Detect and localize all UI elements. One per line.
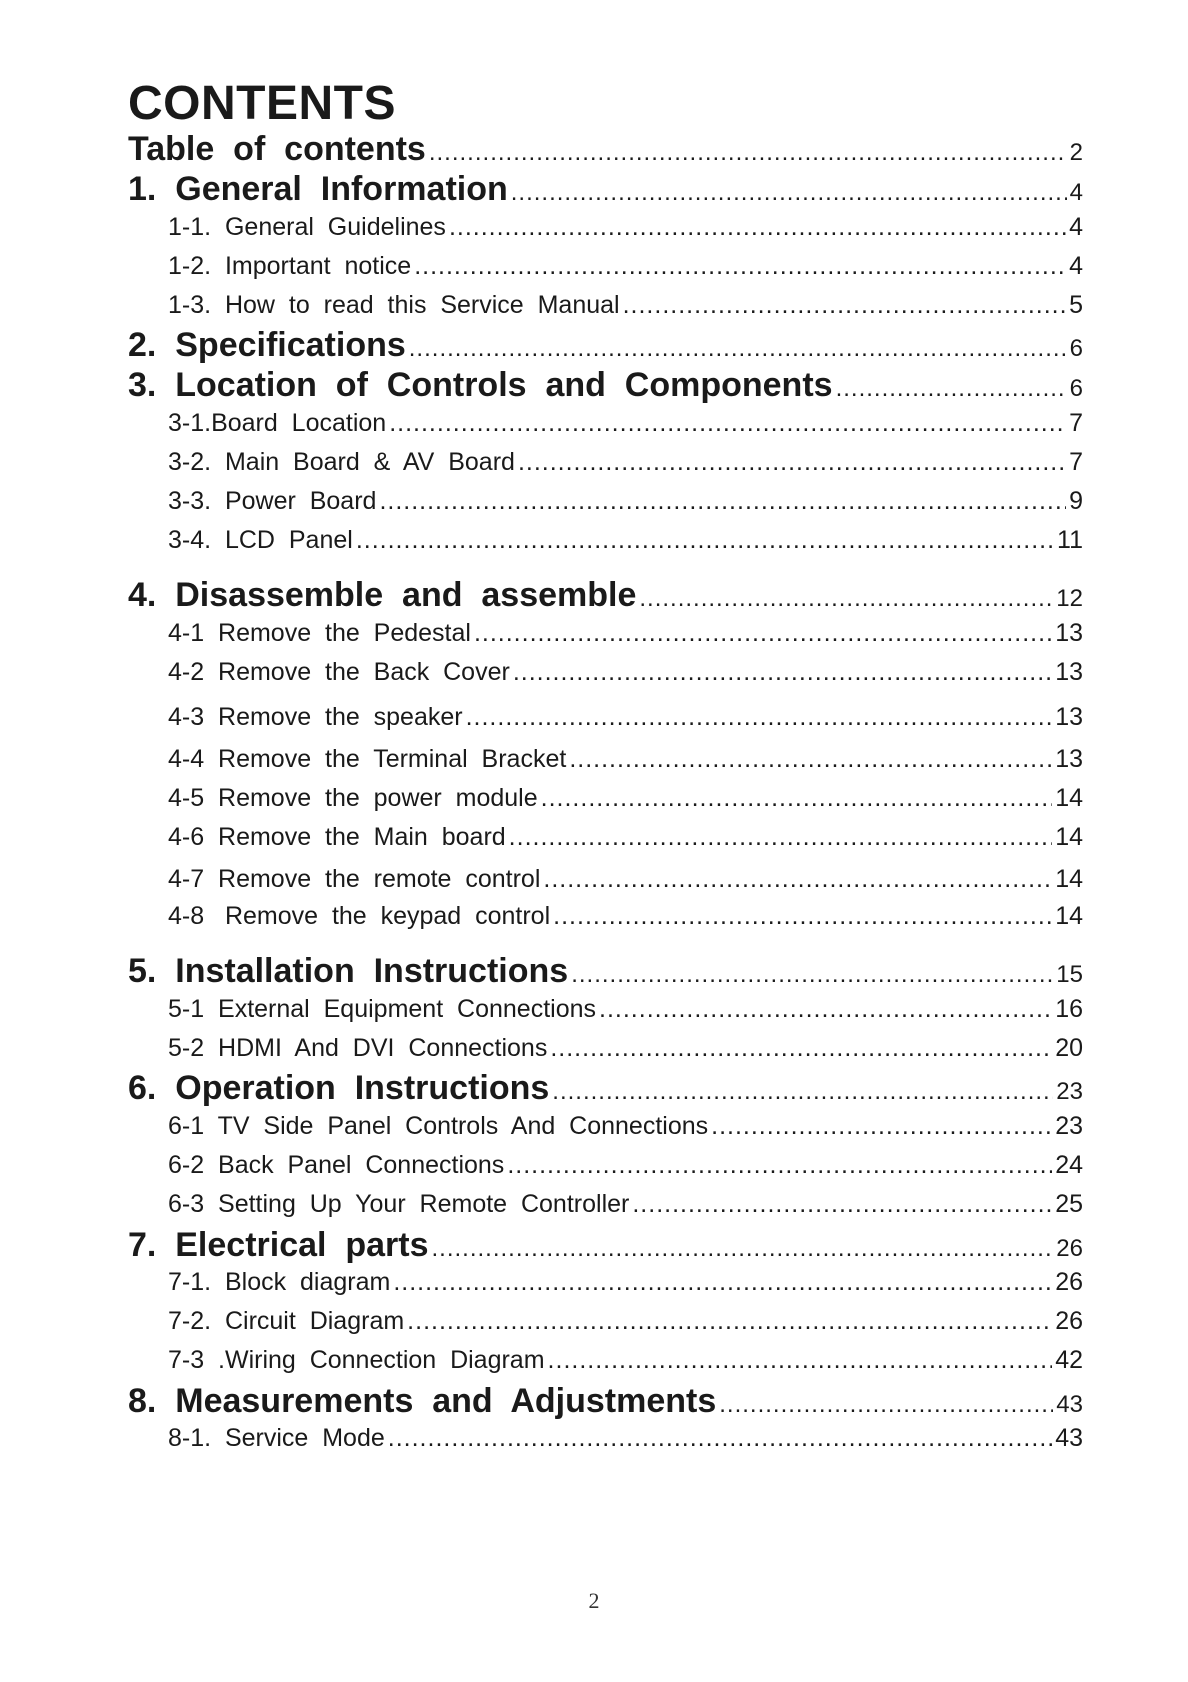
toc-entry-page: 5 xyxy=(1069,291,1083,319)
dot-leader xyxy=(541,784,1053,813)
toc-entry-label: 4. Disassemble and assemble xyxy=(128,576,637,614)
toc-entry-label: 7-2. Circuit Diagram xyxy=(168,1307,405,1335)
toc-subsection-entry xyxy=(168,1307,1083,1341)
dot-leader xyxy=(623,291,1067,320)
dot-leader xyxy=(466,703,1053,732)
toc-entry-page: 20 xyxy=(1055,1034,1083,1062)
toc-entry-label: 4-8 Remove the keypad control xyxy=(168,902,551,930)
toc-entry-label: 6-3 Setting Up Your Remote Controller xyxy=(168,1190,630,1218)
toc-entry-page: 13 xyxy=(1055,658,1083,686)
toc-subsection-entry xyxy=(168,784,1083,818)
toc-subsection-entry xyxy=(168,409,1083,443)
toc-entry-label: 4-3 Remove the speaker xyxy=(168,703,463,731)
toc-entry-page: 14 xyxy=(1055,865,1083,893)
toc-entry-label: 6-1 TV Side Panel Controls And Connections xyxy=(168,1112,709,1140)
toc-entry-page: 6 xyxy=(1069,375,1083,402)
toc-entry-label: 5-2 HDMI And DVI Connections xyxy=(168,1034,548,1062)
page-number: 2 xyxy=(588,1588,600,1613)
dot-leader xyxy=(432,1235,1054,1263)
toc-section-entry xyxy=(128,576,1083,616)
dot-leader xyxy=(548,1346,1053,1375)
toc-entry-page: 7 xyxy=(1069,409,1083,437)
toc-entry-label: 6-2 Back Panel Connections xyxy=(168,1151,505,1179)
toc-entry-label: Table of contents xyxy=(128,130,426,168)
toc-entry-label: 8. Measurements and Adjustments xyxy=(128,1382,717,1420)
toc-entry-page: 4 xyxy=(1069,252,1083,280)
toc-subsection-entry xyxy=(168,526,1083,560)
dot-leader xyxy=(711,1112,1052,1141)
toc-subsection-entry xyxy=(168,487,1083,521)
toc-entry-page: 23 xyxy=(1055,1112,1083,1140)
toc-entry-label: 7. Electrical parts xyxy=(128,1226,429,1264)
toc-subsection-entry xyxy=(168,703,1083,737)
dot-leader xyxy=(571,961,1053,989)
toc-entry-page: 42 xyxy=(1055,1346,1083,1374)
toc-entry-page: 26 xyxy=(1055,1307,1083,1335)
toc-entry-page: 11 xyxy=(1057,526,1083,554)
dot-leader xyxy=(388,1424,1052,1453)
toc-entry-page: 13 xyxy=(1055,703,1083,731)
dot-leader xyxy=(639,585,1053,613)
dot-leader xyxy=(518,448,1066,477)
dot-leader xyxy=(429,139,1067,167)
dot-leader xyxy=(393,1268,1052,1297)
toc-entry-label: 1-3. How to read this Service Manual xyxy=(168,291,620,319)
dot-leader xyxy=(511,179,1067,207)
toc-entry-label: 4-5 Remove the power module xyxy=(168,784,538,812)
dot-leader xyxy=(599,995,1052,1024)
toc-entry-label: 6. Operation Instructions xyxy=(128,1069,550,1107)
toc-entry-page: 4 xyxy=(1069,179,1083,206)
toc-entry-label: 1. General Information xyxy=(128,170,508,208)
toc-entry-page: 14 xyxy=(1055,823,1083,851)
toc-entry-label: 4-4 Remove the Terminal Bracket xyxy=(168,745,567,773)
dot-leader xyxy=(719,1391,1053,1419)
toc-section-entry xyxy=(128,326,1083,366)
toc-subsection-entry xyxy=(168,291,1083,325)
toc-entry-label: 3-3. Power Board xyxy=(168,487,377,515)
toc-entry-label: 5-1 External Equipment Connections xyxy=(168,995,597,1023)
dot-leader xyxy=(407,1307,1052,1336)
dot-leader xyxy=(474,619,1052,648)
dot-leader xyxy=(632,1190,1052,1219)
toc-section-entry xyxy=(128,1382,1083,1422)
toc-subsection-entry xyxy=(168,1034,1083,1068)
toc-entry-page: 14 xyxy=(1055,784,1083,812)
toc-subsection-entry xyxy=(168,1190,1083,1224)
toc-entry-label: 4-7 Remove the remote control xyxy=(168,865,541,893)
dot-leader xyxy=(379,487,1066,516)
toc-section-entry xyxy=(128,366,1083,406)
toc-section-entry xyxy=(128,952,1083,992)
toc-entry-label: 3-2. Main Board & AV Board xyxy=(168,448,515,476)
toc-subsection-entry xyxy=(168,1346,1083,1380)
dot-leader xyxy=(836,375,1067,403)
toc-entry-label: 3. Location of Controls and Components xyxy=(128,366,833,404)
toc-entry-page: 16 xyxy=(1055,995,1083,1023)
toc-entry-page: 26 xyxy=(1055,1268,1083,1296)
toc-entry-label: 1-1. General Guidelines xyxy=(168,213,446,241)
toc-entry-page: 13 xyxy=(1055,619,1083,647)
toc-entry-label: 5. Installation Instructions xyxy=(128,952,569,990)
toc-entry-page: 14 xyxy=(1055,902,1083,930)
toc-entry-label: 3-1.Board Location xyxy=(168,409,387,437)
dot-leader xyxy=(552,1078,1053,1106)
toc-entry-page: 26 xyxy=(1056,1235,1083,1262)
dot-leader xyxy=(507,1151,1052,1180)
toc-entry-label: 3-4. LCD Panel xyxy=(168,526,353,554)
toc-subsection-entry xyxy=(168,823,1083,857)
toc-section-entry xyxy=(128,130,1083,170)
dot-leader xyxy=(509,823,1053,852)
toc-entry-page: 4 xyxy=(1069,213,1083,241)
toc-subsection-entry xyxy=(168,1151,1083,1185)
dot-leader xyxy=(553,902,1052,931)
dot-leader xyxy=(543,865,1052,894)
toc-entry-page: 25 xyxy=(1055,1190,1083,1218)
toc-subsection-entry xyxy=(168,1112,1083,1146)
toc-subsection-entry xyxy=(168,865,1083,899)
page-title: CONTENTS xyxy=(128,77,396,130)
dot-leader xyxy=(550,1034,1052,1063)
toc-subsection-entry xyxy=(168,745,1083,779)
dot-leader xyxy=(356,526,1054,555)
toc-entry-label: 7-1. Block diagram xyxy=(168,1268,391,1296)
toc-entry-label: 8-1. Service Mode xyxy=(168,1424,385,1452)
toc-entry-label: 1-2. Important notice xyxy=(168,252,412,280)
toc-entry-page: 12 xyxy=(1056,585,1083,612)
dot-leader xyxy=(409,335,1067,363)
toc-entry-page: 43 xyxy=(1056,1391,1083,1418)
toc-subsection-entry xyxy=(168,658,1083,692)
toc-section-entry xyxy=(128,170,1083,210)
toc-subsection-entry xyxy=(168,1268,1083,1302)
dot-leader xyxy=(513,658,1052,687)
toc-entry-page: 13 xyxy=(1055,745,1083,773)
toc-entry-page: 7 xyxy=(1069,448,1083,476)
toc-entry-label: 4-1 Remove the Pedestal xyxy=(168,619,471,647)
toc-subsection-entry xyxy=(168,995,1083,1029)
toc-entry-page: 43 xyxy=(1055,1424,1083,1452)
toc-subsection-entry xyxy=(168,252,1083,286)
toc-subsection-entry xyxy=(168,902,1083,936)
dot-leader xyxy=(414,252,1066,281)
toc-entry-label: 7-3 .Wiring Connection Diagram xyxy=(168,1346,545,1374)
toc-entry-label: 4-6 Remove the Main board xyxy=(168,823,506,851)
toc-section-entry xyxy=(128,1226,1083,1266)
toc-subsection-entry xyxy=(168,213,1083,247)
toc-section-entry xyxy=(128,1069,1083,1109)
toc-entry-page: 24 xyxy=(1055,1151,1083,1179)
toc-entry-page: 6 xyxy=(1069,335,1083,362)
toc-subsection-entry xyxy=(168,619,1083,653)
toc-subsection-entry xyxy=(168,448,1083,482)
toc-subsection-entry xyxy=(168,1424,1083,1458)
toc-entry-page: 9 xyxy=(1069,487,1083,515)
dot-leader xyxy=(449,213,1066,242)
toc-entry-label: 2. Specifications xyxy=(128,326,406,364)
dot-leader xyxy=(389,409,1066,438)
toc-entry-page: 23 xyxy=(1056,1078,1083,1105)
toc-entry-label: 4-2 Remove the Back Cover xyxy=(168,658,510,686)
toc-entry-page: 2 xyxy=(1069,139,1083,166)
toc-entry-page: 15 xyxy=(1056,961,1083,988)
dot-leader xyxy=(569,745,1052,774)
